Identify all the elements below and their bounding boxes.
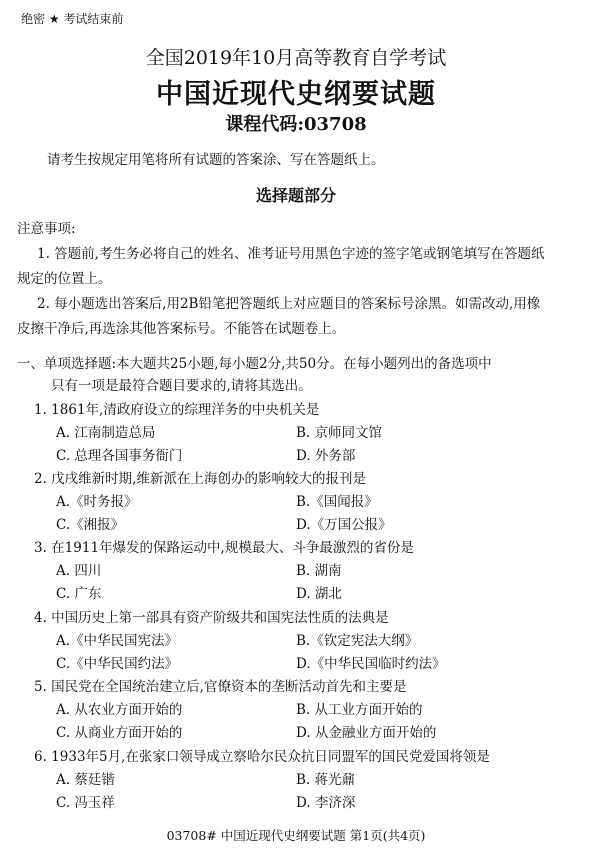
option-a: A. 从农业方面开始的 (56, 702, 183, 718)
option-a: A. 江南制造总局 (56, 425, 156, 441)
question-stem: 5. 国民党在全国统治建立后,官僚资本的垄断活动首先和主要是 (34, 679, 407, 695)
option-a: A.《中华民国宪法》 (56, 633, 179, 649)
answer-instruction: 请考生按规定用笔将所有试题的答案涂、写在答题纸上。 (47, 152, 385, 168)
page-footer: 03708# 中国近现代史纲要试题 第1页(共4页) (166, 828, 426, 843)
section-title: 选择题部分 (255, 186, 336, 205)
question-stem: 2. 戊戌维新时期,维新派在上海创办的影响较大的报刊是 (34, 471, 366, 487)
confidential-label: 绝密 ★ 考试结束前 (21, 12, 124, 26)
page-title: 中国近现代史纲要试题 (156, 79, 436, 110)
option-d: D.《中华民国临时约法》 (296, 656, 446, 672)
option-b: B. 京师同文馆 (296, 425, 383, 441)
course-code: 课程代码:03708 (225, 114, 367, 135)
option-c: C. 从商业方面开始的 (56, 725, 183, 741)
part-heading-continued: 只有一项是最符合题目要求的,请将其选出。 (51, 378, 312, 394)
option-c: C.《中华民国约法》 (56, 656, 179, 672)
question-stem: 3. 在1911年爆发的保路运动中,规模最大、斗争最激烈的省份是 (34, 540, 414, 556)
option-a: A.《时务报》 (56, 494, 138, 510)
exam-session: 全国2019年10月高等教育自学考试 (145, 47, 447, 69)
question-stem: 1. 1861年,清政府设立的综理洋务的中央机关是 (34, 402, 320, 418)
option-c: C. 总理各国事务衙门 (56, 448, 183, 464)
option-d: D.《万国公报》 (296, 517, 392, 533)
option-b: B.《钦定宪法大纲》 (296, 633, 419, 649)
option-d: D. 从金融业方面开始的 (296, 725, 437, 741)
note-line: 皮擦干净后,再选涂其他答案标号。不能答在试题卷上。 (17, 321, 346, 337)
notes-heading: 注意事项: (17, 221, 76, 237)
note-line: 1. 答题前,考生务必将自己的姓名、准考证号用黑色字迹的签字笔或钢笔填写在答题纸 (37, 246, 545, 262)
option-d: D. 湖北 (296, 586, 342, 602)
note-line: 规定的位置上。 (17, 271, 112, 287)
question-stem: 6. 1933年5月,在张家口领导成立察哈尔民众抗日同盟军的国民党爱国将领是 (34, 749, 490, 765)
option-b: B. 湖南 (296, 563, 342, 579)
part-heading: 一、单项选择题:本大题共25小题,每小题2分,共50分。在每小题列出的备选项中 (17, 356, 492, 372)
option-c: C. 冯玉祥 (56, 795, 115, 811)
option-d: D. 外务部 (296, 448, 356, 464)
note-line: 2. 每小题选出答案后,用2B铅笔把答题纸上对应题目的答案标号涂黑。如需改动,用橡 (37, 296, 541, 312)
option-b: B. 蒋光鼐 (296, 772, 356, 788)
option-a: A. 蔡廷锴 (56, 772, 115, 788)
option-b: B.《国闻报》 (296, 494, 378, 510)
option-a: A. 四川 (56, 563, 102, 579)
option-c: C.《湘报》 (56, 517, 125, 533)
option-c: C. 广东 (56, 586, 102, 602)
question-stem: 4. 中国历史上第一部具有资产阶级共和国宪法性质的法典是 (34, 610, 389, 626)
option-b: B. 从工业方面开始的 (296, 702, 423, 718)
option-d: D. 李济深 (296, 795, 356, 811)
